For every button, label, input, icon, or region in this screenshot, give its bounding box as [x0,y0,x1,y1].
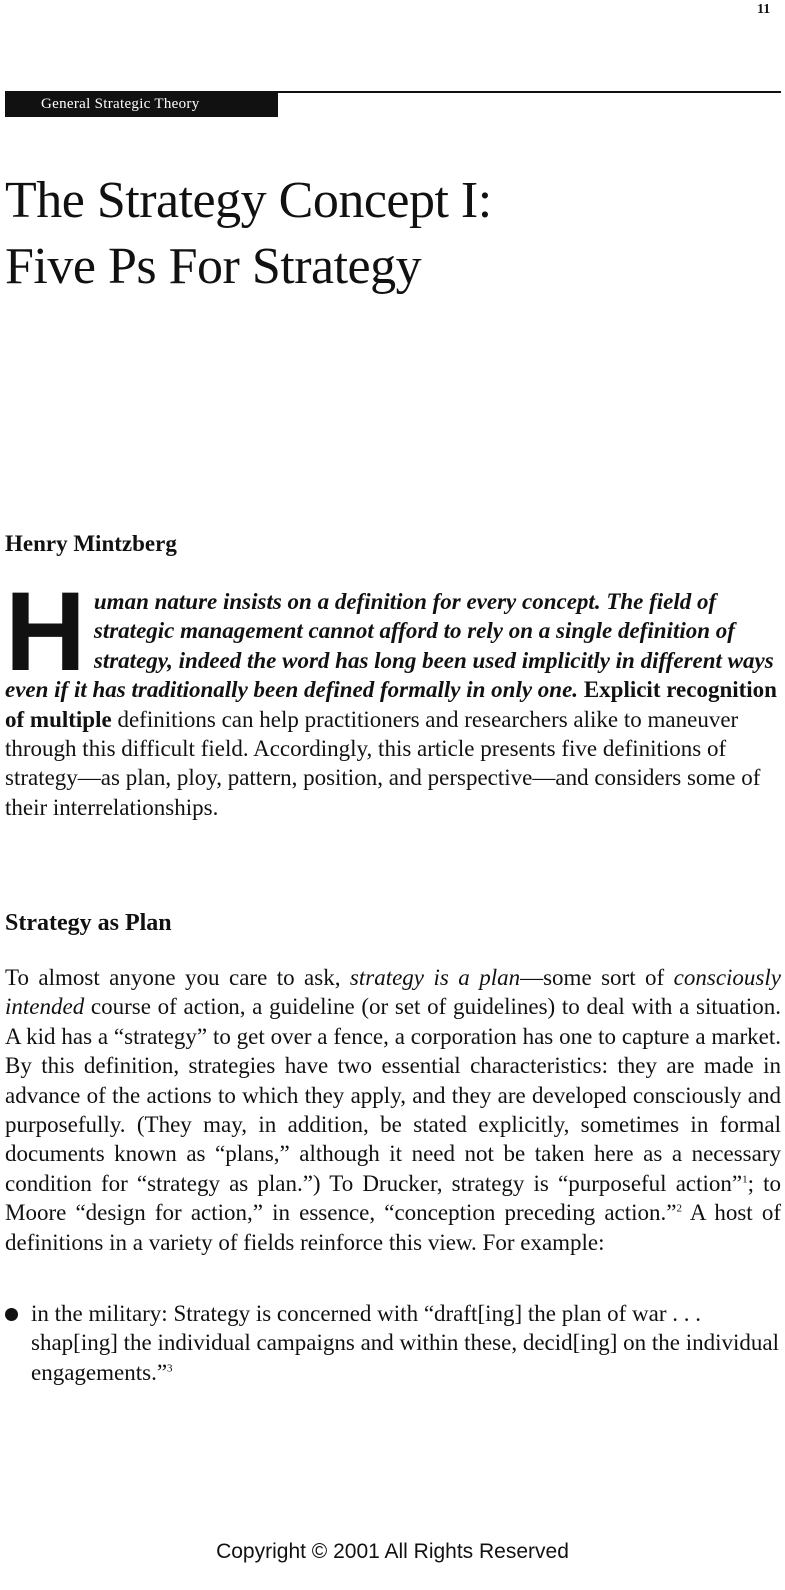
abstract-rest: definitions can help practitioners and researchers alike to maneuver through this difficult field. Accordingly, this article presents five definitions of strategy—as plan, ploy, pattern, position, and perspective—and considers some of their interrelationships. [5,706,761,820]
paragraph-emphasis-1: strategy is a plan [349,965,521,990]
page-number: 11 [757,2,771,17]
section-heading: Strategy as Plan [5,910,172,936]
paragraph-text-1: To almost anyone you care to ask, [5,965,350,990]
body-paragraph [5,963,781,1257]
footnote-ref-1: 1 [742,1173,748,1186]
abstract [5,569,781,822]
bullet-item [5,1299,781,1387]
abstract-lead-italic: uman nature insists on a definition for every concept. The field of strategic management cannot afford to rely on a single definition of strategy, indeed the word has long been used implicitly in different ways even if it has traditionally been defined formally in only one. [5,589,774,703]
footnote-ref-3: 3 [167,1362,173,1375]
bullet-dot-icon [5,1308,18,1321]
title-line-1: The Strategy Concept I: [5,172,492,229]
bullet-text: in the military: Strategy is concerned with “draft[ing] the plan of war . . . shap[ing] the individual campaigns and within these, decid[ing] on the individual engagements.” [31,1301,779,1385]
abstract-lead-bold: Explicit recognition of multiple [5,677,777,732]
paragraph-text-4: ; to Moore “design for action,” in essence, “conception preceding action.” [5,1170,782,1226]
paragraph-text-3: course of action, a guideline (or set of guidelines) to deal with a situation. A kid has a “strategy” to get over a fence, a corporation has one to capture a market. By this definition, strategies have two essential characteristics: they are made in advance of the actions to which they apply, and they are developed consciously and purposefully. (They may, in addition, be stated explicitly, sometimes in formal documents known as “plans,” although it need not be taken here as a necessary condition for “strategy as plan.”) To Drucker, strategy is “purposeful action” [5,994,781,1196]
section-label: General Strategic Theory [5,91,278,117]
footnote-ref-2: 2 [676,1202,682,1215]
paragraph-emphasis-2: consciously intended [5,965,781,1020]
author-name: Henry Mintzberg [5,531,177,556]
title-line-2: Five Ps For Strategy [5,238,422,295]
paragraph-text-2: —some sort of [520,965,674,990]
paragraph-text-5: A host of definitions in a variety of fields reinforce this view. For example: [5,1200,781,1255]
article-title [5,168,492,300]
drop-cap: H [5,569,84,694]
copyright-footer: Copyright © 2001 All Rights Reserved [216,1540,569,1563]
bullet-list [5,1299,781,1387]
